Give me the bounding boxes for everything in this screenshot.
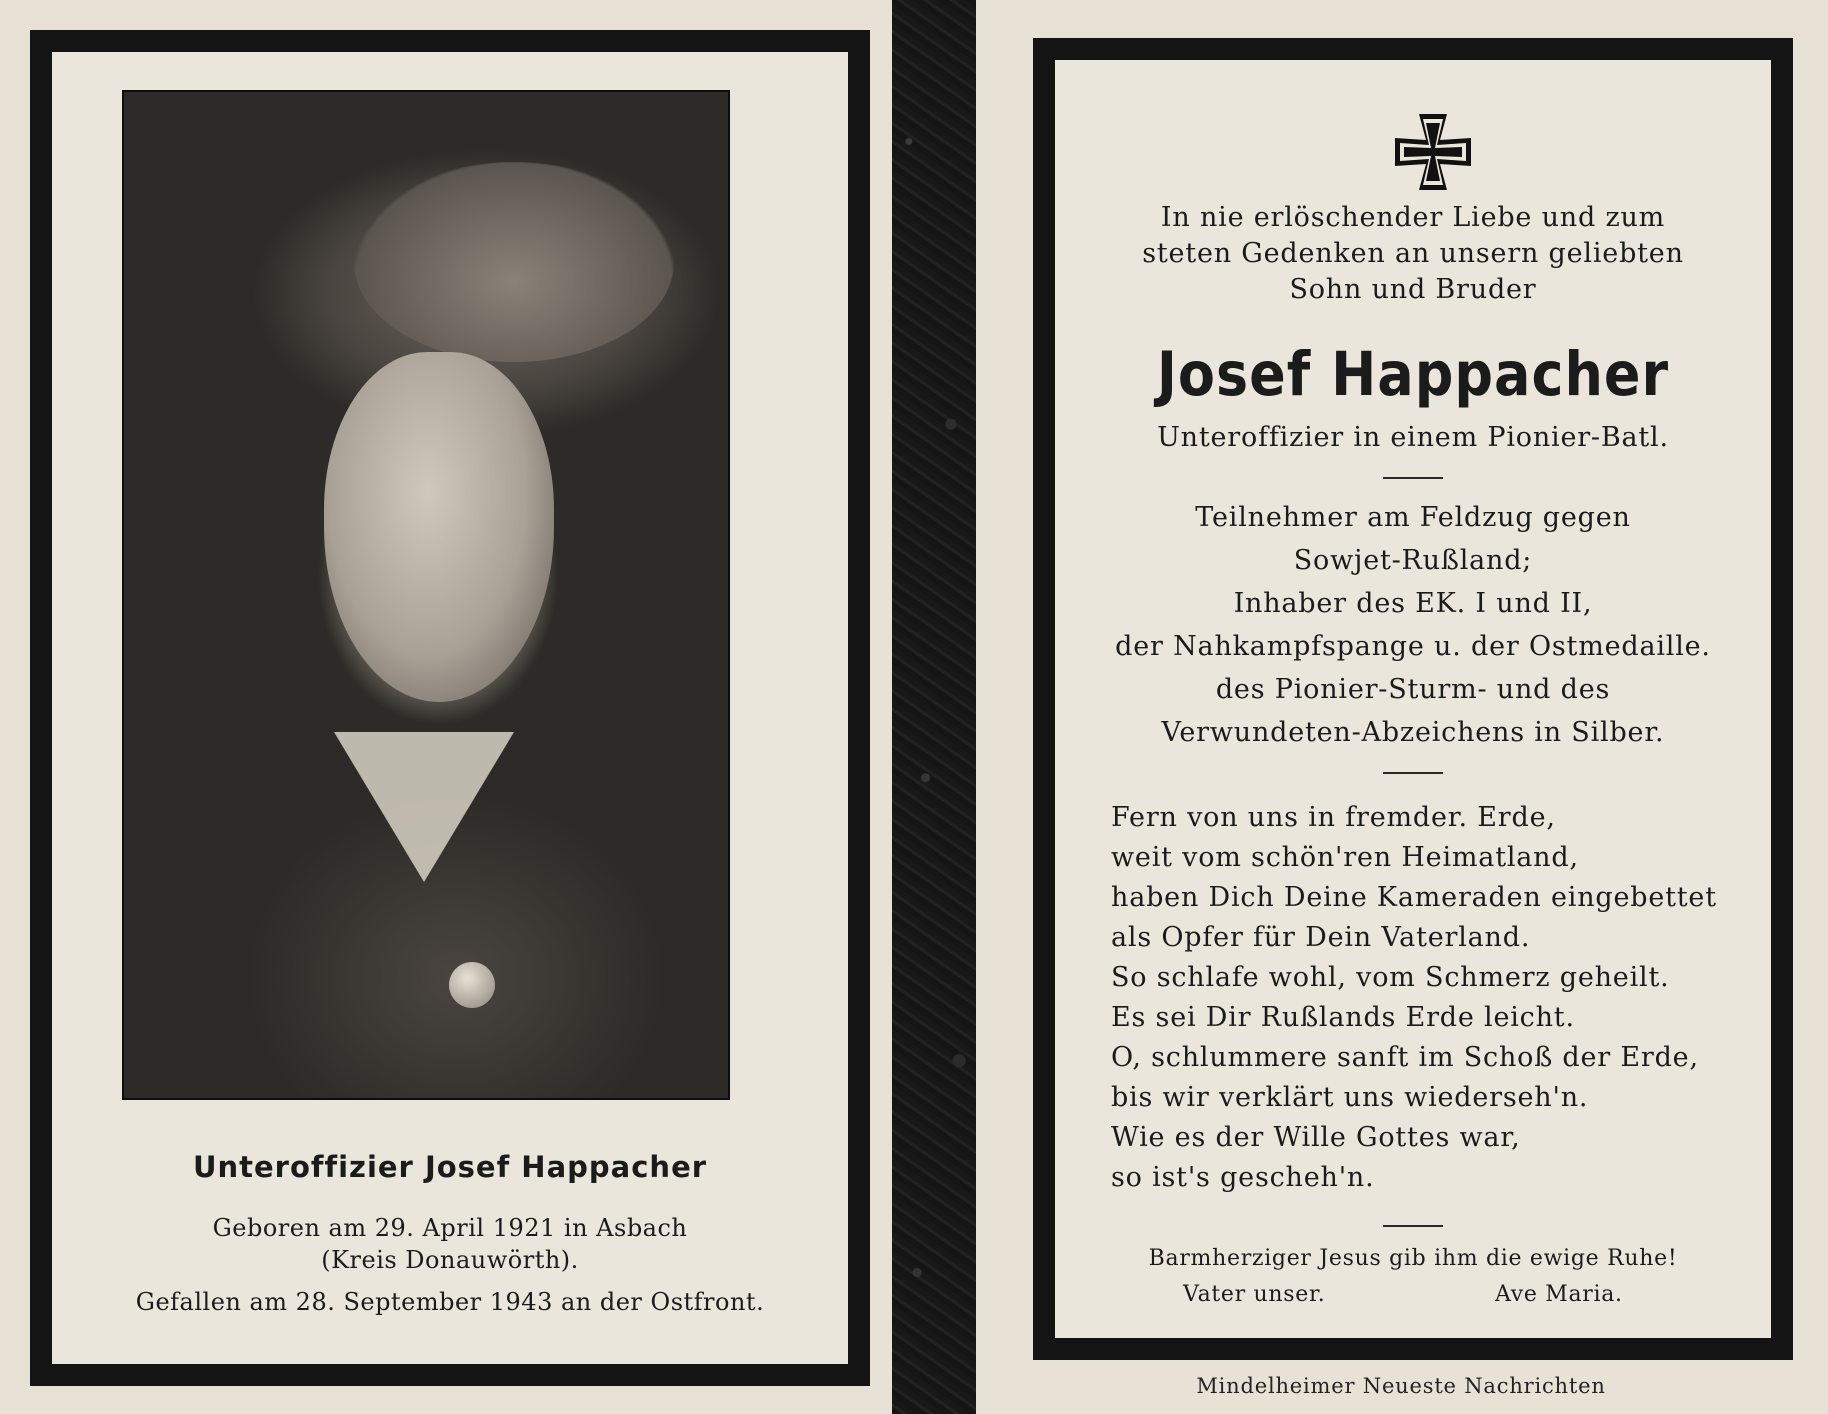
divider-rule-3 <box>1383 1225 1443 1227</box>
poem-line-7: O, schlummere sanft im Schoß der Erde, <box>1111 1042 1699 1073</box>
dedication-line-3: Sohn und Bruder <box>1289 274 1537 305</box>
poem-line-4: als Opfer für Dein Vaterland. <box>1111 922 1531 953</box>
left-card <box>0 0 892 1414</box>
portrait-photo <box>122 90 730 1100</box>
poem-line-8: bis wir verklärt uns wiederseh'n. <box>1111 1082 1589 1113</box>
marble-divider <box>892 0 976 1414</box>
poem-line-6: Es sei Dir Rußlands Erde leicht. <box>1111 1002 1575 1033</box>
vater-unser: Vater unser. <box>1183 1282 1326 1307</box>
photo-collar <box>334 732 514 882</box>
dedication-line-2: steten Gedenken an unsern geliebten <box>1142 238 1684 269</box>
deceased-name: Josef Happacher <box>1156 339 1670 410</box>
service-line-1: Teilnehmer am Feldzug gegen <box>1195 502 1631 533</box>
right-mourning-frame <box>1033 38 1793 1360</box>
dedication-line-1: In nie erlöschender Liebe und zum <box>1160 202 1666 233</box>
rank-line: Unteroffizier in einem Pionier-Batl. <box>1157 422 1669 453</box>
poem-line-3: haben Dich Deine Kameraden eingebettet <box>1111 882 1717 913</box>
prayer-line: Barmherziger Jesus gib ihm die ewige Ruhe! <box>1148 1246 1678 1271</box>
service-line-6: Verwundeten-Abzeichens in Silber. <box>1161 717 1665 748</box>
left-title: Unteroffizier Josef Happacher <box>192 1150 708 1184</box>
photo-cap <box>354 162 674 362</box>
ave-maria: Ave Maria. <box>1495 1282 1623 1307</box>
publisher-line: Mindelheimer Neueste Nachrichten <box>1196 1374 1606 1398</box>
died-line: Gefallen am 28. September 1943 an der Ostfront. <box>135 1288 765 1316</box>
divider-rule-1 <box>1383 477 1443 479</box>
service-line-4: der Nahkampfspange u. der Ostmedaille. <box>1115 631 1711 662</box>
district-line: (Kreis Donauwörth). <box>321 1246 579 1274</box>
poem-line-5: So schlafe wohl, vom Schmerz geheilt. <box>1111 962 1670 993</box>
service-line-3: Inhaber des EK. I und II, <box>1233 588 1593 619</box>
left-mourning-frame <box>30 30 870 1386</box>
service-line-2: Sowjet-Rußland; <box>1293 545 1533 576</box>
photo-uniform-button <box>449 962 495 1008</box>
service-line-5: des Pionier-Sturm- und des <box>1215 674 1611 705</box>
iron-cross-icon <box>1395 114 1471 190</box>
photo-face <box>324 352 554 702</box>
poem-line-9: Wie es der Wille Gottes war, <box>1111 1122 1521 1153</box>
divider-rule-2 <box>1383 772 1443 774</box>
poem-line-1: Fern von uns in fremder. Erde, <box>1111 802 1556 833</box>
right-card <box>976 0 1828 1414</box>
poem-line-10: so ist's gescheh'n. <box>1111 1162 1375 1193</box>
born-line: Geboren am 29. April 1921 in Asbach <box>212 1214 688 1242</box>
poem-line-2: weit vom schön'ren Heimatland, <box>1111 842 1579 873</box>
